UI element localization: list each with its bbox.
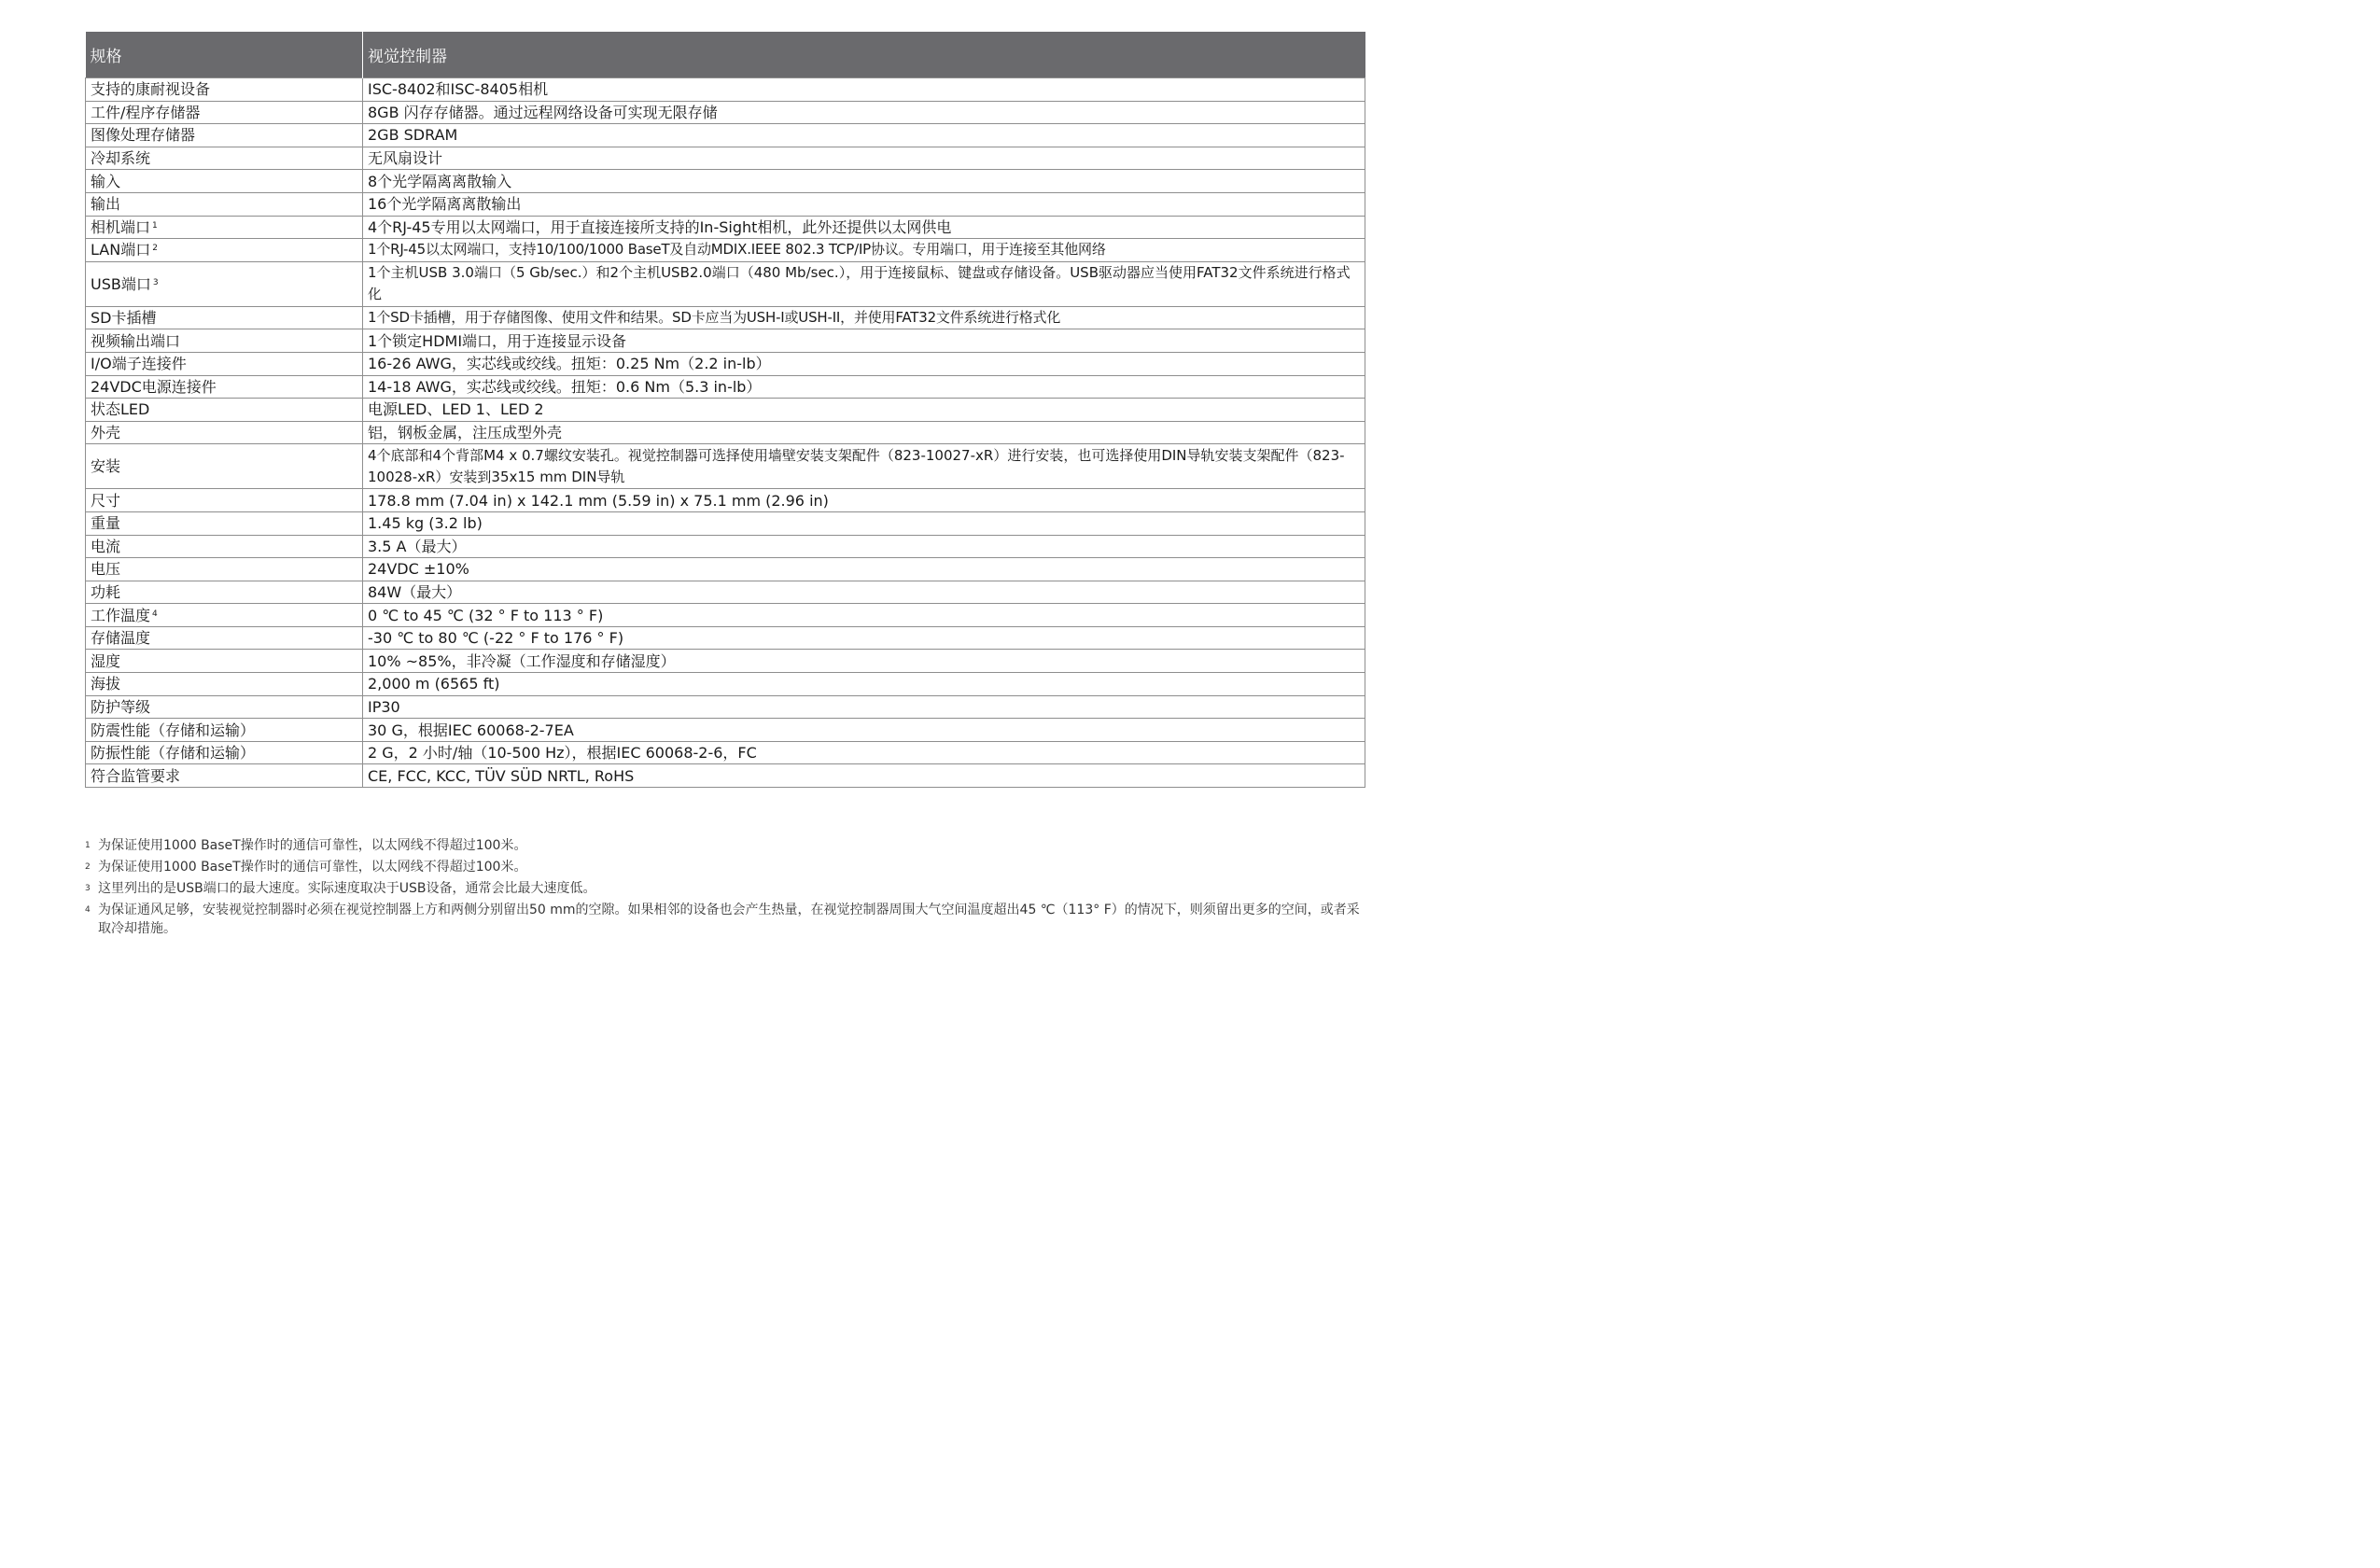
footnote-text: 为保证使用1000 BaseT操作时的通信可靠性，以太网线不得超过100米。 [98, 838, 527, 853]
table-row [86, 626, 1365, 650]
table-row [86, 673, 1365, 696]
footnote [85, 901, 1365, 938]
table-header-row [86, 32, 1365, 78]
row-label [86, 673, 363, 696]
label-text: 尺寸 [91, 491, 121, 510]
row-value: 2 G，2 小时/轴（10-500 Hz），根据IEC 60068-2-6，FC [363, 741, 1365, 764]
label-text: LAN端口 [91, 241, 151, 259]
row-value: 无风扇设计 [363, 147, 1365, 170]
row-label [86, 399, 363, 422]
label-text: 外壳 [91, 424, 121, 442]
table-row [86, 719, 1365, 742]
label-text: 电压 [91, 560, 121, 579]
label-text: 防护等级 [91, 697, 151, 716]
row-label [86, 489, 363, 512]
label-text: 相机端口 [91, 217, 151, 236]
header-spec: 规格 [86, 32, 363, 78]
row-value: 1个RJ-45以太网端口，支持10/100/1000 BaseT及自动MDIX.IEEE 802.3 TCP/IP协议。专用端口，用于连接至其他网络 [363, 239, 1365, 262]
row-label [86, 306, 363, 329]
footnote-mark: 2 [85, 862, 91, 872]
row-value: 1个SD卡插槽，用于存储图像、使用文件和结果。SD卡应当为USH-I或USH-II，并使用FAT32文件系统进行格式化 [363, 306, 1365, 329]
table-row [86, 558, 1365, 581]
row-value: 电源LED、LED 1、LED 2 [363, 399, 1365, 422]
row-label [86, 192, 363, 216]
row-value: 1个主机USB 3.0端口（5 Gb/sec.）和2个主机USB2.0端口（480 Mb/sec.），用于连接鼠标、键盘或存储设备。USB驱动器应当使用FAT32文件系统进行格式化 [363, 261, 1365, 306]
spec-table [85, 32, 1365, 788]
footnote [85, 879, 1365, 898]
label-text: 冷却系统 [91, 149, 151, 168]
label-text: 24VDC电源连接件 [91, 377, 217, 396]
table-row [86, 650, 1365, 673]
table-row [86, 124, 1365, 147]
table-row [86, 535, 1365, 558]
header-value: 视觉控制器 [363, 32, 1365, 78]
table-row [86, 261, 1365, 306]
footnote-ref: 4 [152, 609, 158, 619]
table-row [86, 239, 1365, 262]
row-label [86, 558, 363, 581]
footnote-ref: 1 [152, 220, 158, 231]
row-label [86, 741, 363, 764]
table-row [86, 764, 1365, 788]
row-value: 8GB 闪存存储器。通过远程网络设备可实现无限存储 [363, 101, 1365, 124]
row-label [86, 124, 363, 147]
spec-sheet [85, 32, 1365, 788]
table-row [86, 375, 1365, 399]
row-value: 1个锁定HDMI端口，用于连接显示设备 [363, 329, 1365, 353]
label-text: 海拔 [91, 675, 121, 693]
label-text: 重量 [91, 514, 121, 533]
footnote-text: 为保证通风足够，安装视觉控制器时必须在视觉控制器上方和两侧分别留出50 mm的空隙。如果相邻的设备也会产生热量，在视觉控制器周围大气空间温度超出45 ℃（113° F）的情况下，则须留出更多的空间，或者采取冷却措施。 [98, 903, 1360, 936]
row-label [86, 147, 363, 170]
row-value: 3.5 A（最大） [363, 535, 1365, 558]
row-label [86, 239, 363, 262]
label-text: 视频输出端口 [91, 331, 181, 350]
footnote-ref: 3 [152, 277, 159, 287]
row-value: 178.8 mm (7.04 in) x 142.1 mm (5.59 in) x 75.1 mm (2.96 in) [363, 489, 1365, 512]
row-value: CE, FCC, KCC, TÜV SÜD NRTL, RoHS [363, 764, 1365, 788]
row-value: 1.45 kg (3.2 lb) [363, 511, 1365, 535]
label-text: 防振性能（存储和运输） [91, 744, 256, 763]
row-label [86, 626, 363, 650]
row-label [86, 352, 363, 375]
table-row [86, 147, 1365, 170]
label-text: 工作温度 [91, 606, 151, 624]
row-label [86, 261, 363, 306]
table-row [86, 695, 1365, 719]
label-text: 防震性能（存储和运输） [91, 721, 256, 739]
table-row [86, 604, 1365, 627]
footnote-ref: 2 [152, 244, 158, 254]
footnote-mark: 3 [85, 884, 91, 893]
table-row [86, 170, 1365, 193]
row-label [86, 581, 363, 604]
row-value: 10% ~85%，非冷凝（工作湿度和存储湿度） [363, 650, 1365, 673]
row-label [86, 170, 363, 193]
row-label [86, 535, 363, 558]
row-value: 14-18 AWG，实芯线或绞线。扭矩：0.6 Nm（5.3 in-lb） [363, 375, 1365, 399]
label-text: 存储温度 [91, 629, 151, 648]
row-value: 2GB SDRAM [363, 124, 1365, 147]
label-text: I/O端子连接件 [91, 355, 187, 373]
row-label [86, 604, 363, 627]
label-text: SD卡插槽 [91, 309, 157, 328]
row-label [86, 650, 363, 673]
label-text: 电流 [91, 537, 121, 555]
label-text: 符合监管要求 [91, 766, 181, 785]
label-text: 湿度 [91, 651, 121, 670]
footnote-mark: 1 [85, 841, 91, 850]
footnote [85, 836, 1365, 855]
row-value: 84W（最大） [363, 581, 1365, 604]
table-row [86, 489, 1365, 512]
row-label [86, 421, 363, 444]
row-value: 2,000 m (6565 ft) [363, 673, 1365, 696]
row-label [86, 444, 363, 489]
row-value: 30 G，根据IEC 60068-2-7EA [363, 719, 1365, 742]
label-text: 输出 [91, 195, 121, 214]
label-text: 图像处理存储器 [91, 126, 196, 145]
table-row [86, 329, 1365, 353]
label-text: 安装 [91, 457, 121, 476]
table-row [86, 192, 1365, 216]
table-row [86, 444, 1365, 489]
row-value: -30 ℃ to 80 ℃ (-22 ° F to 176 ° F) [363, 626, 1365, 650]
row-label [86, 329, 363, 353]
row-value: 4个底部和4个背部M4 x 0.7螺纹安装孔。视觉控制器可选择使用墙壁安装支架配件（823-10027-xR）进行安装，也可选择使用DIN导轨安装支架配件（823-10028-xR）安装到35x15 mm DIN导轨 [363, 444, 1365, 489]
label-text: USB端口 [91, 274, 151, 293]
footnote-text: 为保证使用1000 BaseT操作时的通信可靠性，以太网线不得超过100米。 [98, 860, 527, 875]
label-text: 功耗 [91, 582, 121, 601]
footnotes [85, 836, 1365, 941]
table-row [86, 421, 1365, 444]
row-label [86, 101, 363, 124]
row-label [86, 695, 363, 719]
table-row [86, 306, 1365, 329]
table-row [86, 511, 1365, 535]
label-text: 状态LED [91, 400, 150, 419]
table-row [86, 101, 1365, 124]
row-value: 16个光学隔离离散输出 [363, 192, 1365, 216]
table-row [86, 399, 1365, 422]
table-row [86, 78, 1365, 102]
row-value: IP30 [363, 695, 1365, 719]
table-row [86, 352, 1365, 375]
row-label [86, 719, 363, 742]
row-label [86, 511, 363, 535]
row-value: 铝，钢板金属，注压成型外壳 [363, 421, 1365, 444]
row-value: 4个RJ-45专用以太网端口，用于直接连接所支持的In-Sight相机，此外还提供以太网供电 [363, 216, 1365, 239]
row-label [86, 78, 363, 102]
row-label [86, 216, 363, 239]
label-text: 支持的康耐视设备 [91, 80, 211, 99]
row-value: 0 ℃ to 45 ℃ (32 ° F to 113 ° F) [363, 604, 1365, 627]
row-label [86, 764, 363, 788]
row-value: 24VDC ±10% [363, 558, 1365, 581]
row-value: 16-26 AWG，实芯线或绞线。扭矩：0.25 Nm（2.2 in-lb） [363, 352, 1365, 375]
label-text: 工件/程序存储器 [91, 103, 201, 121]
table-row [86, 741, 1365, 764]
row-label [86, 375, 363, 399]
label-text: 输入 [91, 172, 121, 190]
table-row [86, 581, 1365, 604]
row-value: ISC-8402和ISC-8405相机 [363, 78, 1365, 102]
table-row [86, 216, 1365, 239]
row-value: 8个光学隔离离散输入 [363, 170, 1365, 193]
footnote-mark: 4 [85, 905, 91, 915]
footnote-text: 这里列出的是USB端口的最大速度。实际速度取决于USB设备，通常会比最大速度低。 [98, 881, 596, 896]
footnote [85, 858, 1365, 876]
